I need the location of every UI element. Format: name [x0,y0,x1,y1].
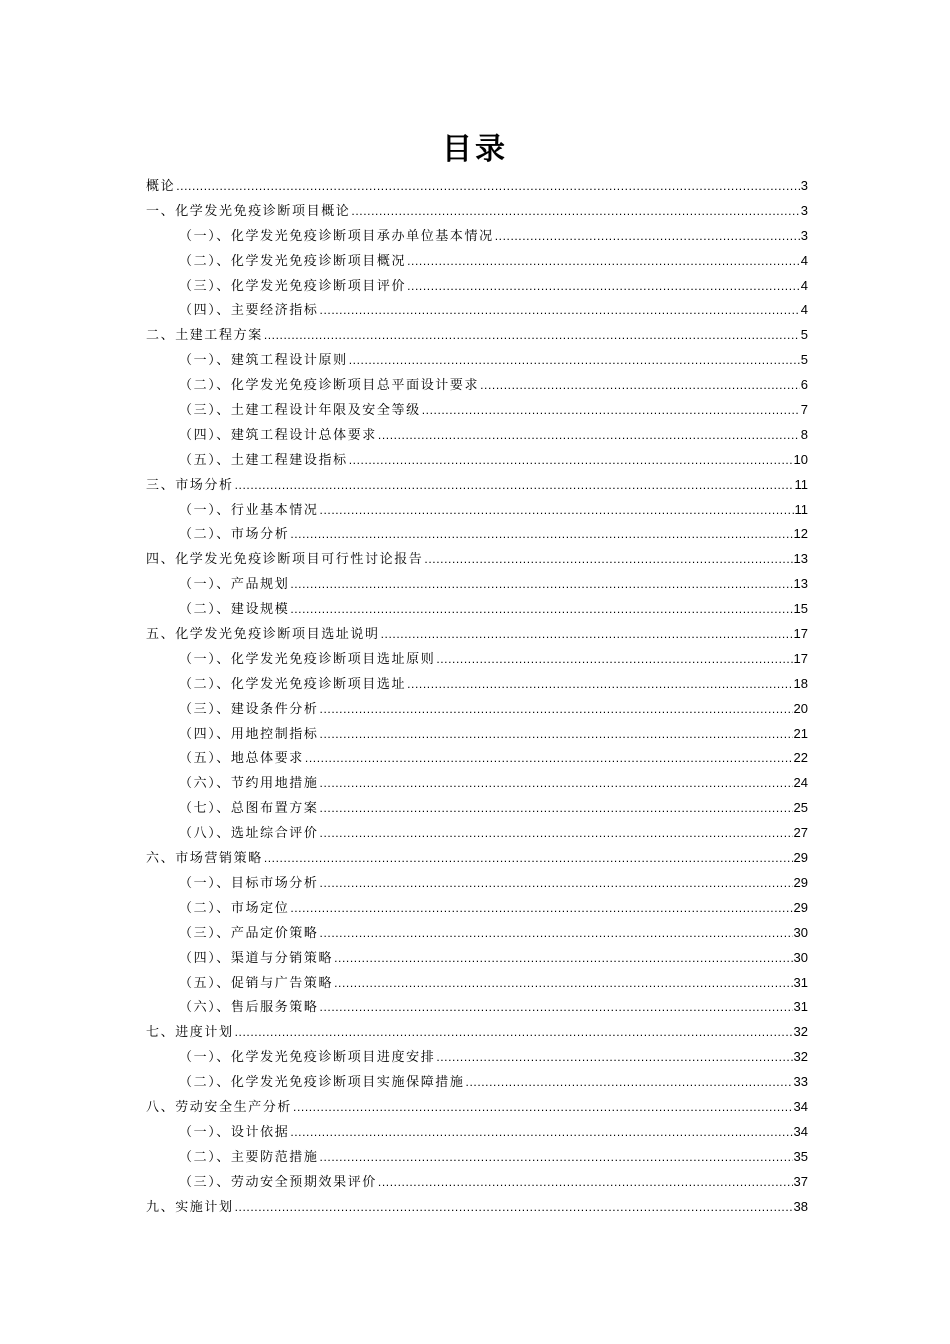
dot-leader [424,547,792,572]
table-of-contents [146,174,808,1219]
dot-leader [235,1020,793,1045]
toc-entry-page-number: 17 [793,650,808,666]
toc-entry-label: （一）、建筑工程设计原则 [179,353,348,369]
toc-entry[interactable] [146,174,808,199]
toc-entry[interactable] [146,473,808,498]
dot-leader [436,647,792,672]
toc-entry[interactable] [146,796,808,821]
toc-entry-page-number: 17 [793,626,808,642]
toc-entry[interactable] [146,896,808,921]
toc-entry[interactable] [146,373,808,398]
toc-entry[interactable] [146,697,808,722]
toc-entry[interactable] [146,323,808,348]
dot-leader [378,1170,793,1195]
toc-entry-label: 五、化学发光免疫诊断项目选址说明 [146,627,380,643]
toc-entry-page-number: 31 [793,999,808,1015]
toc-entry-label: （三）、化学发光免疫诊断项目评价 [179,278,407,294]
toc-entry[interactable] [146,1045,808,1070]
dot-leader [305,746,793,771]
toc-entry-page-number: 13 [793,576,808,592]
dot-leader [334,971,792,996]
toc-entry[interactable] [146,672,808,697]
toc-entry-page-number: 11 [794,476,808,492]
toc-entry-page-number: 21 [793,725,808,741]
toc-entry-page-number: 37 [793,1173,808,1189]
toc-entry-page-number: 7 [800,402,808,418]
toc-entry-page-number: 34 [793,1123,808,1139]
toc-entry-label: （二）、化学发光免疫诊断项目实施保障措施 [179,1075,465,1091]
toc-entry[interactable] [146,1170,808,1195]
toc-entry[interactable] [146,398,808,423]
dot-leader [320,1145,793,1170]
toc-entry-page-number: 13 [793,551,808,567]
dot-leader [320,298,800,323]
toc-entry-page-number: 20 [793,700,808,716]
toc-entry-label: 七、进度计划 [146,1025,234,1041]
toc-entry[interactable] [146,746,808,771]
toc-entry[interactable] [146,647,808,672]
toc-entry-page-number: 32 [793,1049,808,1065]
dot-leader [290,896,792,921]
toc-entry-page-number: 30 [793,924,808,940]
toc-entry-label: （四）、建筑工程设计总体要求 [179,427,377,443]
toc-entry-label: （六）、节约用地措施 [179,776,319,792]
dot-leader [351,199,799,224]
toc-entry-label: （二）、主要防范措施 [179,1149,319,1165]
toc-entry-page-number: 33 [793,1074,808,1090]
toc-entry-label: 二、土建工程方案 [146,328,263,344]
dot-leader [320,995,793,1020]
toc-entry-label: （三）、劳动安全预期效果评价 [179,1174,377,1190]
toc-entry-label: 八、劳动安全生产分析 [146,1099,293,1115]
toc-entry-label: （一）、化学发光免疫诊断项目进度安排 [179,1050,436,1066]
toc-entry[interactable] [146,274,808,299]
dot-leader [320,796,793,821]
toc-entry-label: （二）、化学发光免疫诊断项目总平面设计要求 [179,378,480,394]
toc-entry[interactable] [146,871,808,896]
toc-entry[interactable] [146,522,808,547]
toc-entry-label: （五）、地总体要求 [179,751,304,767]
toc-entry[interactable] [146,971,808,996]
page-title: 目录 [442,132,508,167]
toc-entry[interactable] [146,348,808,373]
toc-entry[interactable] [146,1095,808,1120]
toc-entry-page-number: 12 [793,526,808,542]
dot-leader [176,174,800,199]
toc-entry-label: （三）、土建工程设计年限及安全等级 [179,403,421,419]
toc-entry-label: （三）、建设条件分析 [179,701,319,717]
toc-entry-page-number: 22 [793,750,808,766]
toc-entry-page-number: 4 [800,302,808,318]
toc-entry-page-number: 25 [793,800,808,816]
toc-entry-page-number: 24 [793,775,808,791]
toc-entry[interactable] [146,498,808,523]
dot-leader [495,224,800,249]
toc-entry[interactable] [146,921,808,946]
dot-leader [320,697,793,722]
toc-entry-label: （二）、市场分析 [179,527,290,543]
toc-entry-label: （一）、化学发光免疫诊断项目选址原则 [179,651,436,667]
toc-entry-label: （六）、售后服务策略 [179,1000,319,1016]
toc-entry-label: （三）、产品定价策略 [179,925,319,941]
toc-entry-label: （四）、主要经济指标 [179,303,319,319]
dot-leader [290,522,792,547]
toc-entry[interactable] [146,1145,808,1170]
dot-leader [264,846,793,871]
toc-entry-page-number: 11 [794,501,808,517]
toc-entry-label: （一）、目标市场分析 [179,875,319,891]
toc-entry-label: 六、市场营销策略 [146,851,263,867]
dot-leader [320,498,794,523]
toc-entry-page-number: 6 [800,377,808,393]
toc-entry-page-number: 5 [800,327,808,343]
toc-entry-page-number: 29 [793,874,808,890]
toc-entry[interactable] [146,1070,808,1095]
toc-entry[interactable] [146,722,808,747]
toc-entry-page-number: 29 [793,850,808,866]
toc-entry[interactable] [146,771,808,796]
toc-entry-label: （四）、渠道与分销策略 [179,950,334,966]
toc-entry-label: （二）、市场定位 [179,900,290,916]
dot-leader [407,274,800,299]
dot-leader [407,672,792,697]
toc-entry[interactable] [146,846,808,871]
toc-entry[interactable] [146,199,808,224]
dot-leader [320,771,793,796]
dot-leader [320,871,793,896]
toc-entry-page-number: 18 [793,675,808,691]
toc-entry-label: 概论 [146,179,176,194]
dot-leader [235,1195,793,1220]
toc-entry-page-number: 5 [800,352,808,368]
toc-entry-page-number: 3 [800,178,808,193]
toc-entry[interactable] [146,572,808,597]
dot-leader [407,249,800,274]
toc-entry-label: （五）、土建工程建设指标 [179,452,348,468]
dot-leader [381,622,793,647]
dot-leader [436,1045,792,1070]
toc-entry[interactable] [146,821,808,846]
toc-entry-label: （四）、用地控制指标 [179,726,319,742]
toc-entry-page-number: 4 [800,277,808,293]
dot-leader [480,373,800,398]
toc-entry-label: （一）、化学发光免疫诊断项目承办单位基本情况 [179,228,494,244]
toc-entry-page-number: 8 [800,426,808,442]
toc-entry-page-number: 27 [793,825,808,841]
dot-leader [466,1070,793,1095]
toc-entry[interactable] [146,547,808,572]
toc-entry-page-number: 38 [793,1198,808,1214]
toc-entry-page-number: 3 [800,227,808,243]
toc-entry-label: （八）、选址综合评价 [179,826,319,842]
toc-entry-page-number: 30 [793,949,808,965]
toc-entry-label: 九、实施计划 [146,1199,234,1215]
toc-entry[interactable] [146,249,808,274]
toc-entry-label: 四、化学发光免疫诊断项目可行性讨论报告 [146,552,424,568]
toc-entry[interactable] [146,597,808,622]
dot-leader [290,1120,792,1145]
toc-entry[interactable] [146,1020,808,1045]
toc-entry-label: （一）、产品规划 [179,577,290,593]
toc-entry[interactable] [146,1195,808,1220]
toc-entry-page-number: 34 [793,1098,808,1114]
toc-entry-page-number: 32 [793,1024,808,1040]
dot-leader [290,572,792,597]
dot-leader [349,348,800,373]
toc-entry-page-number: 29 [793,899,808,915]
toc-entry[interactable] [146,1120,808,1145]
toc-entry-page-number: 4 [800,252,808,268]
toc-entry-label: （五）、促销与广告策略 [179,975,334,991]
toc-entry-page-number: 15 [793,601,808,617]
dot-leader [293,1095,793,1120]
toc-entry-label: 三、市场分析 [146,477,234,493]
toc-entry-label: （二）、化学发光免疫诊断项目概况 [179,253,407,269]
toc-entry-page-number: 10 [793,451,808,467]
toc-entry[interactable] [146,448,808,473]
toc-entry-page-number: 35 [793,1148,808,1164]
toc-entry-label: （一）、设计依据 [179,1124,290,1140]
toc-entry[interactable] [146,995,808,1020]
toc-entry-label: （七）、总图布置方案 [179,801,319,817]
dot-leader [320,921,793,946]
toc-entry[interactable] [146,622,808,647]
toc-entry[interactable] [146,946,808,971]
dot-leader [320,821,793,846]
dot-leader [235,473,794,498]
toc-entry-label: （二）、化学发光免疫诊断项目选址 [179,676,407,692]
toc-entry-page-number: 3 [800,202,808,218]
toc-entry-label: 一、化学发光免疫诊断项目概论 [146,203,351,219]
toc-entry[interactable] [146,423,808,448]
toc-entry[interactable] [146,298,808,323]
toc-entry-label: （一）、行业基本情况 [179,502,319,518]
dot-leader [422,398,800,423]
dot-leader [334,946,792,971]
dot-leader [290,597,792,622]
dot-leader [378,423,800,448]
dot-leader [320,722,793,747]
dot-leader [264,323,800,348]
toc-entry[interactable] [146,224,808,249]
toc-entry-page-number: 31 [793,974,808,990]
dot-leader [349,448,793,473]
toc-entry-label: （二）、建设规模 [179,602,290,618]
